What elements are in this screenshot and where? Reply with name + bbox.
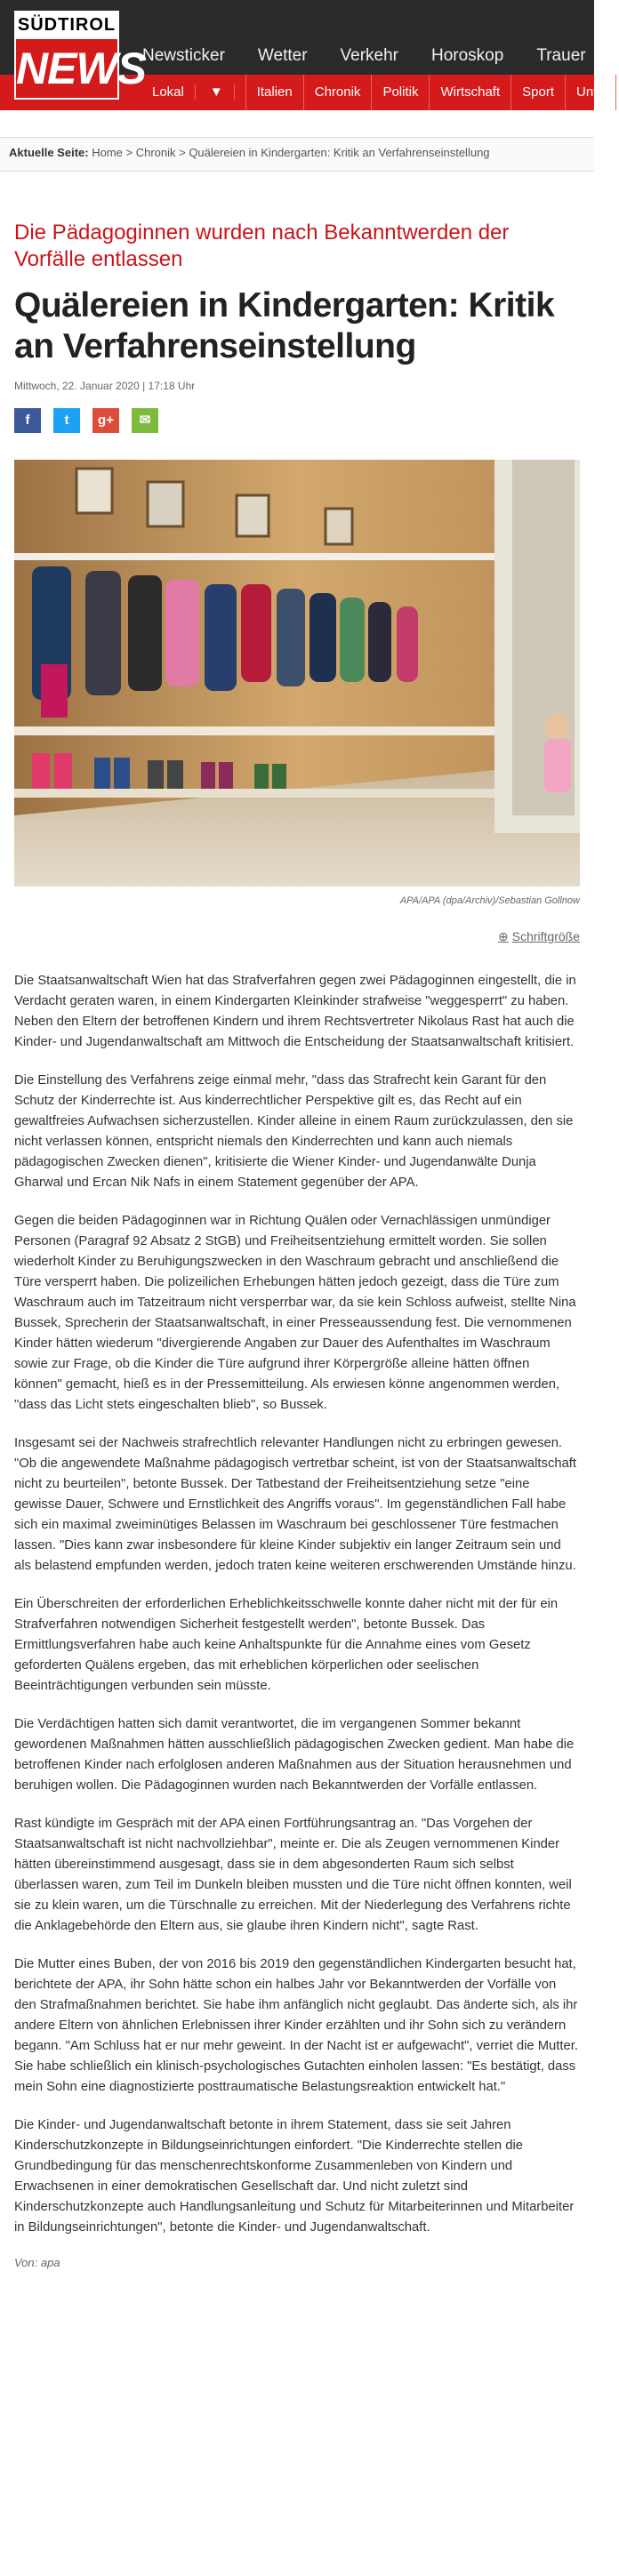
nav-sport[interactable]: Sport: [511, 75, 566, 110]
nav-politik[interactable]: Politik: [372, 75, 430, 110]
nav-chronik[interactable]: Chronik: [304, 75, 373, 110]
paragraph: Ein Überschreiten der erforderlichen Erheblichkeitsschwelle konnte daher nicht mit der für ein Strafverfahren notwendigen Sicherheit festgestellt werden", betonte Bussek. Das Ermittlungsverfahren habe auch keine Anhaltspunkte für die Annahme eines vom Gesetz geforderten Quälens ergeben, das mit erheblichen körperlichen oder seelischen Beeinträchtigungen verbunden sein müsste.: [14, 1597, 559, 1693]
nav-lokal-label: Lokal: [141, 84, 196, 100]
article-kicker: Die Pädagoginnen wurden nach Bekanntwerden der Vorfälle entlassen: [14, 221, 510, 271]
nav-lokal[interactable]: [133, 75, 246, 110]
nav-unterhaltung[interactable]: Unte: [566, 75, 616, 110]
email-share-icon[interactable]: ✉: [132, 408, 158, 433]
site-logo[interactable]: [14, 11, 146, 98]
paragraph: Die Kinder- und Jugendanwaltschaft betonte in ihrem Statement, dass sie seit Jahren Kinderschutzkonzepte in Bildungseinrichtungen einfordert. "Die Kinderrechte stellen die Grundbedingung für das menschenrechtskonforme Zusammenleben von Kindern und Erwachsenen in einer demokratischen Gesellschaft dar. Und nicht zuletzt sind Kinderschutzkonzepte auch Handlungsanleitung und Schutz für Mitarbeiterinnen und Mitarbeiter in Bildungseinrichtungen", betonte die Kinder- und Jugendanwaltschaft.: [14, 2118, 575, 2235]
topnav-wetter[interactable]: Wetter: [257, 46, 308, 65]
nav-italien[interactable]: Italien: [246, 75, 304, 110]
share-bar: [14, 408, 580, 433]
article-date: Mittwoch, 22. Januar 2020 | 17:18 Uhr: [14, 380, 196, 392]
topnav-verkehr[interactable]: Verkehr: [340, 46, 398, 65]
breadcrumb: [0, 137, 594, 172]
topnav-newsticker[interactable]: Newsticker: [142, 46, 225, 65]
article: [0, 220, 594, 2269]
paragraph: Rast kündigte im Gespräch mit der APA einen Fortführungsantrag an. "Das Vorgehen der Staatsanwaltschaft ist nicht nachvollziehbar", meinte er. Die als Zeugen vernommenen Kinder hätten übereinstimmend ausgesagt, dass sie in dem abgesonderten Raum sich selbst überlassen waren, zum Teil im Dunkeln bleiben mussten und die Türe nicht öffnen konnten, weil sie zu klein waren, um die Türschnalle zu erreichen. Mit der Niederlegung des Verfahrens richte die Anklagebehörde den Eltern aus, sie glaube ihren Kindern nicht", sagte Rast.: [14, 1817, 572, 1933]
article-photo: [14, 460, 580, 887]
font-size-control[interactable]: [14, 929, 580, 944]
photo-caption: APA/APA (dpa/Archiv)/Sebastian Gollnow: [399, 895, 580, 906]
paragraph: Die Staatsanwaltschaft Wien hat das Strafverfahren gegen zwei Pädagoginnen eingestellt, die in Verdacht geraten waren, in einem Kindergarten Kleinkinder strafweise "weggesperrt" zu haben. Neben den Eltern der betroffenen Kindern und ihrem Rechtsvertreter Nikolaus Rast hat auch die Kinder- und Jugendanwaltschaft am Mittwoch die Entscheidung der Staatsanwaltschaft kritisiert.: [14, 974, 576, 1049]
twitter-share-icon[interactable]: t: [53, 408, 80, 433]
breadcrumb-path[interactable]: Home > Chronik > Quälereien in Kindergarten: Kritik an Verfahrenseinstellung: [92, 146, 490, 159]
topnav-trauer[interactable]: Trauer: [536, 46, 586, 65]
paragraph: Insgesamt sei der Nachweis strafrechtlich relevanter Handlungen nicht zu erbringen gewesen. "Ob die angewendete Maßnahme pädagogisch vertretbar scheint, ist von der Staatsanwaltschaft nicht zu beurteilen", betonte Bussek. Der Tatbestand der Freiheitsentziehung setze "eine gewisse Dauer, Schwere und Ernstlichkeit des Angriffs voraus". Im gegenständlichen Fall habe sich ein maximal zweiminütiges Belassen im Waschraum bei geschlossener Türe festmachen lassen. "Dies kann zwar insbesondere für kleine Kinder subjektiv ein langer Zeitraum sein und als belastend empfunden werden, jedoch traten keine weiteren erschwerenden Umstände hinzu.: [14, 1436, 577, 1573]
chevron-down-icon: ▼: [199, 84, 235, 100]
article-title: Quälereien in Kindergarten: Kritik an Verfahrenseinstellung: [14, 286, 555, 365]
paragraph: Die Einstellung des Verfahrens zeige einmal mehr, "dass das Strafrecht kein Garant für den Schutz der Kinderrechte ist. Aus kinderrechtlicher Perspektive gilt es, das Recht auf ein gewaltfreies Aufwachsen sicherzustellen. Kinder alleine in einem Raum zurückzulassen, den sie nicht verlassen können, entspricht niemals den Kinderrechten und kann auch niemals pädagogischen Zwecken dienen", kritisierte die Wiener Kinder- und Jugendanwälte Dunja Gharwal und Ercan Nik Nafs in einem Statement gegenüber der APA.: [14, 1073, 574, 1190]
kindergarten-cloakroom-image: [14, 460, 580, 887]
article-body: [14, 971, 580, 2238]
font-size-label: Schriftgröße: [511, 929, 580, 943]
top-navigation: [142, 46, 619, 66]
nav-wirtschaft[interactable]: Wirtschaft: [430, 75, 511, 110]
facebook-share-icon[interactable]: f: [14, 408, 41, 433]
googleplus-share-icon[interactable]: g+: [92, 408, 119, 433]
topnav-horoskop[interactable]: Horoskop: [431, 46, 504, 65]
article-author: Von: apa: [14, 2256, 60, 2269]
paragraph: Die Verdächtigen hatten sich damit verantwortet, die im vergangenen Sommer bekannt gewordenen Maßnahmen hätten ausschließlich pädagogischen Zwecken gedient. Man habe die betroffenen Kinder nach erfolglosen anderen Maßnahmen aus der Situation herausnehmen und beruhigen wollen. Die Pädagoginnen wurden nach Bekanntwerden der Vorfälle entlassen.: [14, 1717, 575, 1793]
breadcrumb-prefix: Aktuelle Seite:: [9, 146, 89, 159]
paragraph: Die Mutter eines Buben, der von 2016 bis 2019 den gegenständlichen Kindergarten besucht hat, berichtete der APA, ihr Sohn hätte schon ein halbes Jahr vor Bekanntwerden der Vorfälle von den Strafmaßnahmen berichtet. Sie habe ihm anfänglich nicht geglaubt. Das änderte sich, als ihr andere Eltern von ähnlichen Erlebnissen ihrer Kinder erzählten und ihr Sohn sich zu verändern begann. "Am Schluss hat er nur mehr geweint. In der Nacht ist er aufgewacht", verriet die Mutter. Sie habe schließlich ein klinisch-psychologisches Gutachten einholen lassen: "Es bestätigt, dass mein Sohn eine diagnostizierte posttraumatische Belastungsreaktion entwickelt hat.": [14, 1957, 578, 2094]
paragraph: Gegen die beiden Pädagoginnen war in Richtung Quälen oder Vernachlässigen unmündiger Personen (Paragraf 92 Absatz 2 StGB) und Freiheitsentziehung ermittelt worden. Sie sollen wiederholt Kinder zu Beruhigungszwecken in den Waschraum gebracht und anschließend die Türe versperrt haben. Die polizeilichen Erhebungen hätten jedoch gezeigt, dass die Türe zum Waschraum auch im Tatzeitraum nicht versperrbar war, da sie kein Schloss aufweist, stellte Nina Bussek, Sprecherin der Staatsanwaltschaft, in einer Presseaussendung fest. Die vernommenen Kinder hätten wiederum "divergierende Angaben zur Dauer des Aufenthaltes im Waschraum sowie zur Frage, ob die Kinder die Türe aufgrund ihrer Körpergröße alleine hätten öffnen können" gemacht, hieß es in der Pressemitteilung. Als erwiesen könne angenommen werden, "dass das Licht stets eingeschalten blieb", so Bussek.: [14, 1214, 576, 1412]
logo-main-text: NEWS: [14, 39, 119, 100]
logo-top-text: SÜDTIROL: [14, 11, 119, 39]
zoom-icon: ⊕: [498, 929, 509, 943]
